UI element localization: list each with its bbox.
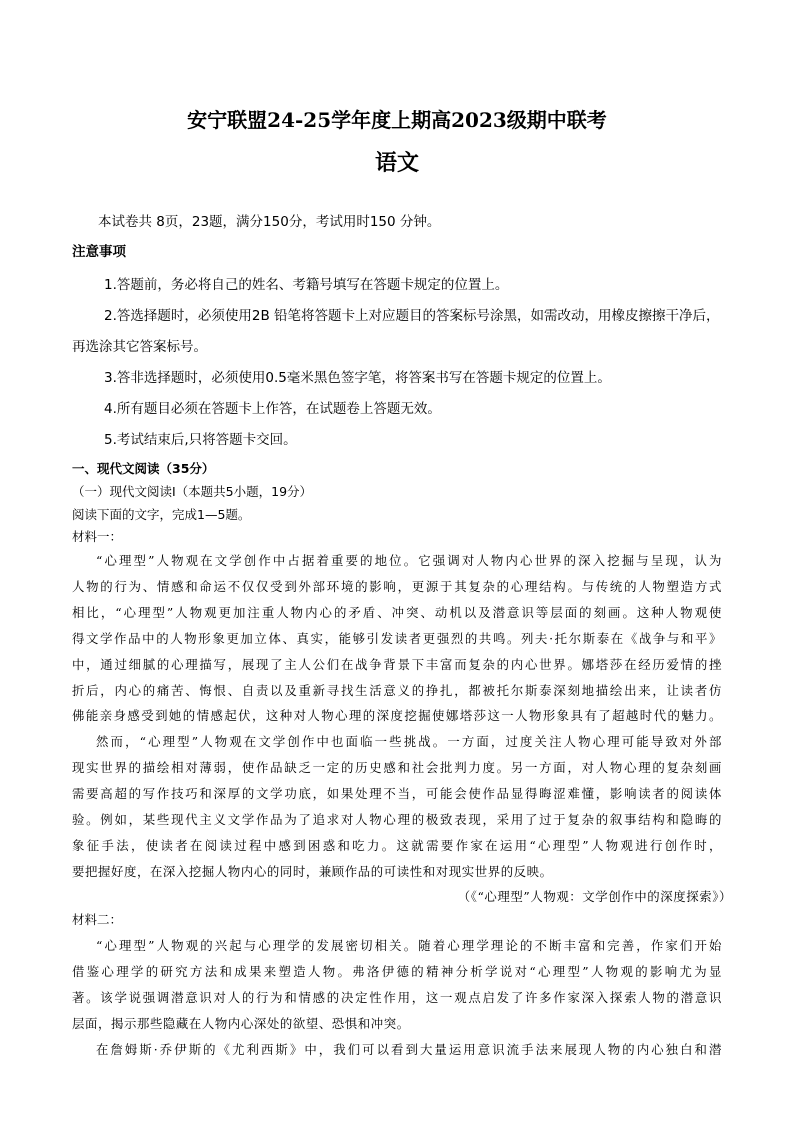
- material2-line: 借鉴心理学的研究方法和成果来塑造人物。弗洛伊德的精神分析学说对“心理型”人物观的影响尤为显: [72, 964, 722, 979]
- material1-line: 折后，内心的痛苦、悔恨、自责以及重新寻找生活意义的挣扎，都被托尔斯泰深刻地描绘出来，让读者仿: [72, 683, 722, 698]
- notice-item: 3.答非选择题时，必须使用0.5毫米黑色签字笔，将答案书写在答题卡规定的位置上。: [104, 370, 611, 386]
- material1-line: 得文学作品中的人物形象更加立体、真实，能够引发读者更强烈的共鸣。列夫·托尔斯泰在《战争与和平》: [72, 631, 722, 646]
- material1-line: 人物的行为、情感和命运不仅仅受到外部环境的影响，更源于其复杂的心理结构。与传统的人物塑造方式: [72, 579, 722, 594]
- material2-line: 层面，揭示那些隐藏在人物内心深处的欲望、恐惧和冲突。: [72, 1016, 410, 1031]
- exam-intro: 本试卷共 8页，23题，满分150分，考试用时150 分钟。: [98, 214, 441, 230]
- material1-line: 验。例如，某些现代主义文学作品为了追求对人物心理的极致表现，采用了过于复杂的叙事结构和隐晦的: [72, 812, 722, 827]
- material2-label: 材料二：: [72, 912, 123, 927]
- material1-line: “心理型”人物观在文学创作中占据着重要的地位。它强调对人物内心世界的深入挖掘与呈现，认为: [96, 553, 722, 568]
- material1-line: 象征手法，使读者在阅读过程中感到困惑和吃力。这就需要作家在运用“心理型”人物观进行创作时，: [72, 838, 722, 853]
- material1-line: 要把握好度，在深入挖掘人物内心的同时，兼顾作品的可读性和对现实世界的反映。: [72, 864, 553, 879]
- notice-item: 2.答选择题时，必须使用2B 铅笔将答题卡上对应题目的答案标号涂黑，如需改动，用橡皮擦擦干净后，: [104, 308, 720, 324]
- notice-heading: 注意事项: [72, 244, 126, 260]
- section-subheading: （一）现代文阅读Ⅰ（本题共5小题，19分）: [72, 484, 313, 499]
- material1-line: 然而，“心理型”人物观在文学创作中也面临一些挑战。一方面，过度关注人物心理可能导致对外部: [96, 734, 722, 749]
- material1-source: （《“心理型”人物观：文学创作中的深度探索》）: [457, 889, 732, 904]
- subject-title: 语文: [374, 150, 419, 176]
- material2-line: 在詹姆斯·乔伊斯的《尤利西斯》中，我们可以看到大量运用意识流手法来展现人物的内心独白和潜: [96, 1042, 722, 1057]
- material1-line: 中，通过细腻的心理描写，展现了主人公们在战争背景下丰富而复杂的内心世界。娜塔莎在经历爱情的挫: [72, 657, 722, 672]
- notice-item: 4.所有题目必须在答题卡上作答，在试题卷上答题无效。: [104, 401, 441, 417]
- material1-line: 相比，“心理型”人物观更加注重人物内心的矛盾、冲突、动机以及潜意识等层面的刻画。这种人物观使: [72, 605, 722, 620]
- material1-line: 需要高超的写作技巧和深厚的文学功底，如果处理不当，可能会使作品显得晦涩难懂，影响读者的阅读体: [72, 786, 722, 801]
- notice-item: 5.考试结束后,只将答题卡交回。: [104, 432, 297, 448]
- material1-line: 佛能亲身感受到她的情感起伏，这种对人物心理的深度挖掘使娜塔莎这一人物形象具有了超越时代的魅力。: [72, 708, 722, 723]
- material2-line: 著。该学说强调潜意识对人的行为和情感的决定性作用，这一观点启发了许多作家深入探索人物的潜意识: [72, 990, 722, 1005]
- section-instruction: 阅读下面的文字，完成1—5题。: [72, 507, 251, 522]
- notice-item: 1.答题前，务必将自己的姓名、考籍号填写在答题卡规定的位置上。: [104, 277, 509, 293]
- section-heading: 一、现代文阅读（35分）: [72, 461, 215, 476]
- material2-line: “心理型”人物观的兴起与心理学的发展密切相关。随着心理学理论的不断丰富和完善，作家们开始: [96, 938, 722, 953]
- material1-label: 材料一：: [72, 529, 123, 544]
- notice-item: 再选涂其它答案标号。: [72, 339, 207, 355]
- exam-title: 安宁联盟24-25学年度上期高2023级期中联考: [187, 108, 607, 132]
- material1-line: 现实世界的描绘相对薄弱，使作品缺乏一定的历史感和社会批判力度。另一方面，对人物心理的复杂刻画: [72, 760, 722, 775]
